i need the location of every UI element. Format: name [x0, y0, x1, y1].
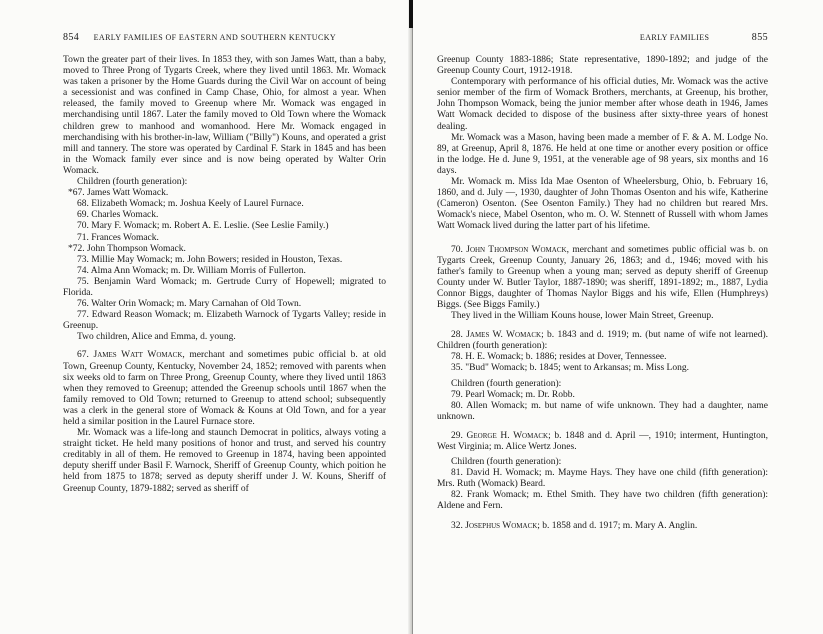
- child-item: 73. Millie May Womack; m. John Bowers; resided in Houston, Texas.: [77, 254, 343, 265]
- child-item: 77. Edward Reason Womack; m. Elizabeth Warnock of Tygarts Valley; reside in Greenup.: [63, 310, 386, 332]
- entry-70: [437, 245, 768, 312]
- child-item: *72. John Thompson Womack.: [68, 243, 186, 254]
- right-running-head: EARLY FAMILIES: [639, 33, 710, 42]
- child-item: 74. Alma Ann Womack; m. Dr. William Morris of Fullerton.: [77, 265, 306, 276]
- entry-name: James W. Womack: [466, 330, 542, 341]
- child-item: *67. James Watt Womack.: [68, 188, 169, 199]
- children-heading: Children (fourth generation):: [77, 177, 188, 188]
- paragraph: Greenup County 1883-1886; State representative, 1890-1892; and judge of the Greenup County Court, 1912-1918.: [437, 55, 768, 77]
- entry-67: [63, 350, 386, 428]
- entry-number: 32.: [451, 520, 463, 531]
- child-item: 79. Pearl Womack; m. Dr. Robb.: [451, 389, 575, 400]
- entry-text: ; b. 1843 and d. 1919; m. (but name of wife not learned). Children (fourth generation):: [437, 330, 769, 352]
- entry-name: James Watt Womack: [93, 350, 183, 361]
- entry-text: , merchant and sometimes public official was b. on Tygarts Creek, Greenup County, January 26, 1863; and d., 1946; moved with his father's family to Greenup when a young man; served as deputy sheriff of Greenup County under W. Butler Taylor, 1887-1890; was sheriff, 1891-1892; m., 1887, Lydia Connor Biggs, daughter of Thomas Naylor Biggs and his wife, Ellen (Humphreys) Biggs. (See Biggs Family.): [437, 244, 768, 310]
- paragraph: Mr. Womack was a life-long and staunch Democrat in politics, always voting a straight ticket. He held many positions of honor and trust, and served his country creditably in all of them. He removed to Greenup in 1874, having been appointed deputy sheriff under Basil F. Warnock, Sheriff of Greenup County, which poition he held from 1875 to 1878; served as deputy sheriff under J. W. Kouns, Sheriff of Greenup County, 1879-1882; served as sheriff of: [63, 428, 386, 494]
- children-heading: Children (fourth generation):: [451, 457, 562, 468]
- children-heading: Children (fourth generation):: [451, 378, 562, 389]
- child-item: 70. Mary F. Womack; m. Robert A. E. Leslie. (See Leslie Family.): [77, 221, 329, 232]
- child-item: 68. Elizabeth Womack; m. Joshua Keely of Laurel Furnace.: [77, 199, 304, 210]
- paragraph: Contemporary with performance of his official duties, Mr. Womack was the active senior member of the firm of Womack Brothers, merchants, at Greenup, his brother, John Thompson Womack, being the junior member after whose death in 1946, James Watt Womack decided to dispose of the business after sixty-three years of honest dealing.: [437, 77, 768, 132]
- right-page: [413, 0, 823, 634]
- child-item: 76. Walter Orin Womack; m. Mary Carnahan of Old Town.: [77, 299, 302, 310]
- entry-number: 67.: [77, 350, 89, 361]
- entry-name: John Thompson Womack: [466, 244, 567, 255]
- child-item: 75. Benjamin Ward Womack; m. Gertrude Curry of Hopewell; migrated to Florida.: [63, 276, 386, 298]
- paragraph: Mr. Womack was a Mason, having been made a member of F. & A. M. Lodge No. 89, at Greenup, April 8, 1876. He held at one time or another every position or office in the lodge. He d. June 9, 1951, at the venerable age of 98 years, six months and 16 days.: [437, 132, 768, 176]
- paragraph: They lived in the William Kouns house, lower Main Street, Greenup.: [451, 311, 714, 322]
- child-item: 71. Frances Womack.: [77, 232, 159, 243]
- child-item: 35. "Bud" Womack; b. 1845; went to Arkansas; m. Miss Long.: [451, 363, 689, 374]
- entry-number: 70.: [451, 244, 463, 255]
- child-item: 81. David H. Womack; m. Mayme Hays. They have one child (fifth generation): Mrs. Ruth (Womack) Beard.: [437, 468, 768, 490]
- entry-number: 28.: [451, 330, 463, 341]
- entry-number: 29.: [451, 430, 463, 441]
- paragraph: Town the greater part of their lives. In 1853 they, with son James Watt, than a baby, moved to Three Prong of Tygarts Creek, where they lived until 1863. Mr. Womack was taken a prisoner by the Home Guards during the Civil War on account of being a secessionist and was confined in Camp Chase, Ohio, for almost a year. When released, the family moved to Greenup where Mr. Womack was engaged in merchandising until 1867. Later the family moved to Old Town where the Womack children grew to manhood and womanhood. Here Mr. Womack engaged in merchandising with his brother-in-law, William ("Billy") Kouns, and operated a grist mill and tannery. The store was operated by Cardinal F. Stark in 1845 and has been in the Womack family ever since and is now being operated by Walter Orin Womack.: [63, 55, 386, 176]
- entry-text: , merchant and sometimes pubic official b. at old Town, Greenup County, Kentucky, November 24, 1852; removed with parents when six weeks old to farm on Three Prong, Greenup County, where they lived until 1863 when they removed to Greenup; attended the Greenup schools until 1867 when the family removed to Old Town; returned to Greenup to attend school; subsequently was a clerk in the general store of Womack & Kouns at Old Town, and for a year held a similar position in the Laurel Furnace store.: [63, 350, 387, 427]
- child-item: 80. Allen Womack; m. but name of wife unknown. They had a daughter, name unknown.: [437, 400, 768, 422]
- entry-28: [437, 330, 768, 352]
- entry-text: ; b. 1858 and d. 1917; m. Mary A. Anglin.: [537, 520, 698, 531]
- right-text-column: [437, 55, 768, 532]
- left-header: [63, 32, 386, 44]
- child-item: 78. H. E. Womack; b. 1886; resides at Dover, Tennessee.: [451, 352, 667, 363]
- entry-name: Josephus Womack: [465, 520, 538, 531]
- left-running-head: EARLY FAMILIES OF EASTERN AND SOUTHERN KENTUCKY: [93, 33, 337, 42]
- paragraph: Mr. Womack m. Miss Ida Mae Osenton of Wheelersburg, Ohio, b. February 16, 1860, and d. July —, 1930, daughter of John Thomas Osenton and his wife, Katherine (Cameron) Osenton. (See Osenton Family.) They had no children but reared Mrs. Womack's niece, Mabel Osenton, who m. O. W. Stennett of Russell with whom James Watt Womack lived during the latter part of his lifetime.: [437, 177, 768, 232]
- child-item: 82. Frank Womack; m. Ethel Smith. They have two children (fifth generation): Aldene and Fern.: [437, 490, 768, 512]
- note-line: Two children, Alice and Emma, d. young.: [77, 332, 236, 343]
- entry-29: [437, 431, 768, 453]
- left-page-number: 854: [63, 32, 80, 43]
- child-item: 69. Charles Womack.: [77, 210, 159, 221]
- right-page-number: 855: [751, 32, 768, 43]
- entry-32: [437, 521, 768, 532]
- entry-name: George H. Womack: [466, 430, 549, 441]
- left-text-column: [63, 55, 386, 495]
- right-header: [437, 32, 768, 44]
- entry-text: ; b. 1848 and d. April —, 1910; interment, Huntington, West Virginia; m. Alice Wertz Jones.: [437, 430, 769, 452]
